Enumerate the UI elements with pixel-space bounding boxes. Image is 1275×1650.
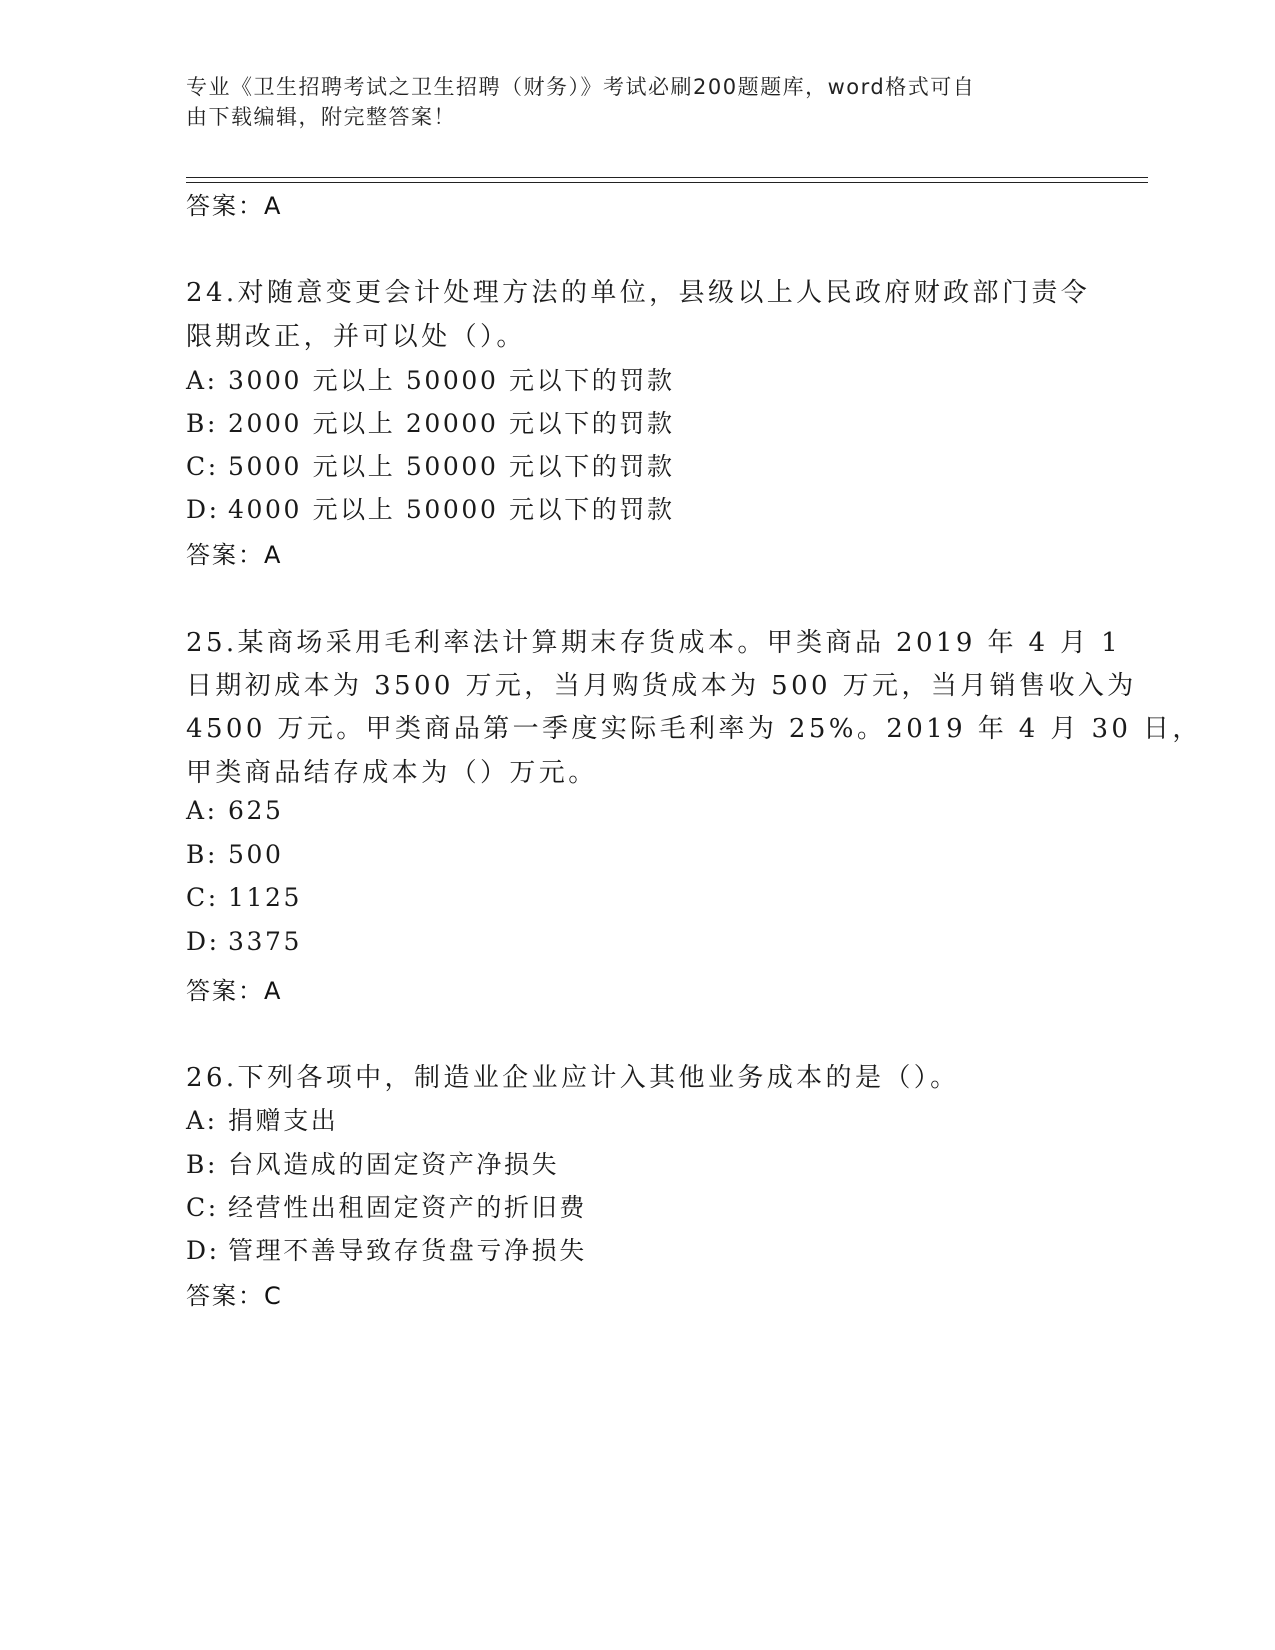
option-label: A: <box>186 366 218 395</box>
header-divider-top <box>186 177 1148 178</box>
option-b <box>186 1145 559 1181</box>
header-line-1: 专业《卫生招聘考试之卫生招聘（财务）》考试必刷200题题库，word格式可自 <box>186 75 976 99</box>
option-text: 管理不善导致存货盘亏净损失 <box>228 1236 587 1265</box>
option-label: D: <box>186 927 220 956</box>
option-d <box>186 1231 587 1267</box>
option-label: B: <box>186 1150 218 1179</box>
option-text: 经营性出租固定资产的折旧费 <box>228 1193 587 1222</box>
answer: 答案：A <box>186 541 283 569</box>
question-text-line: 限期改正，并可以处（）。 <box>186 322 526 352</box>
option-b <box>186 404 675 440</box>
option-label: C: <box>186 452 219 481</box>
option-text: 台风造成的固定资产净损失 <box>228 1150 560 1179</box>
option-text: 3375 <box>228 927 303 956</box>
option-label: B: <box>186 409 218 438</box>
option-text: 5000 元以上 50000 元以下的罚款 <box>228 452 675 481</box>
question-text-line: 24.对随意变更会计处理方法的单位，县级以上人民政府财政部门责令 <box>186 278 1091 308</box>
option-c <box>186 883 302 912</box>
question-text-line: 4500 万元。甲类商品第一季度实际毛利率为 25%。2019 年 4 月 30 日， <box>186 714 1202 744</box>
option-c <box>186 447 675 483</box>
option-text: 3000 元以上 50000 元以下的罚款 <box>228 366 675 395</box>
option-b <box>186 840 284 869</box>
option-a <box>186 796 284 825</box>
option-label: D: <box>186 495 220 524</box>
option-d <box>186 927 302 956</box>
option-label: D: <box>186 1236 220 1265</box>
option-label: A: <box>186 796 218 825</box>
option-text: 捐赠支出 <box>228 1106 339 1135</box>
previous-answer: 答案：A <box>186 192 283 220</box>
option-a <box>186 361 675 397</box>
question-text-line: 日期初成本为 3500 万元，当月购货成本为 500 万元，当月销售收入为 <box>186 671 1137 701</box>
option-text: 625 <box>228 796 284 825</box>
header-line-2: 由下载编辑，附完整答案！ <box>186 105 456 129</box>
option-label: A: <box>186 1106 218 1135</box>
question-text-line: 甲类商品结存成本为（）万元。 <box>186 758 598 788</box>
header-divider-bottom <box>186 182 1148 183</box>
option-label: C: <box>186 883 219 912</box>
option-text: 1125 <box>228 883 303 912</box>
option-text: 4000 元以上 50000 元以下的罚款 <box>228 495 675 524</box>
option-c <box>186 1188 587 1224</box>
option-text: 500 <box>228 840 284 869</box>
option-label: B: <box>186 840 218 869</box>
document-header <box>186 72 1066 132</box>
question-text-line: 26.下列各项中，制造业企业应计入其他业务成本的是（）。 <box>186 1063 960 1093</box>
option-label: C: <box>186 1193 219 1222</box>
answer: 答案：A <box>186 977 283 1005</box>
question-text-line: 25.某商场采用毛利率法计算期末存货成本。甲类商品 2019 年 4 月 1 <box>186 628 1122 658</box>
option-text: 2000 元以上 20000 元以下的罚款 <box>228 409 675 438</box>
answer: 答案：C <box>186 1282 283 1310</box>
option-d <box>186 490 675 526</box>
option-a <box>186 1101 338 1137</box>
